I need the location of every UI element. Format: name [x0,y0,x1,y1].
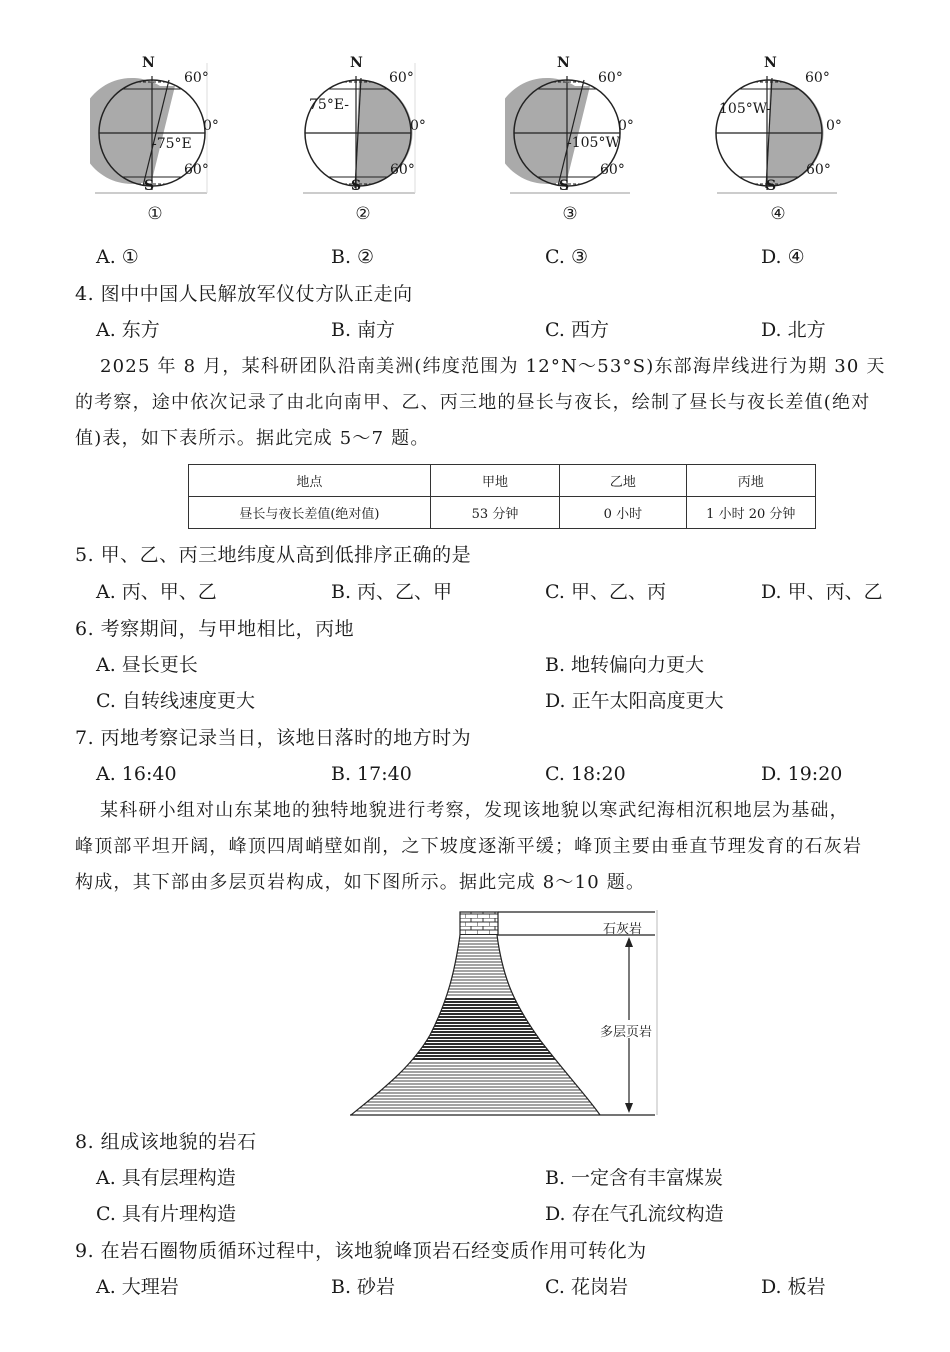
lat-bottom-label: 60° [390,162,415,178]
south-label: S [144,178,155,194]
equator-label: 0° [826,118,842,134]
north-label: N [142,55,155,71]
table-header-row [189,465,816,497]
q9-option-a[interactable]: A. 大理岩 [96,1276,179,1298]
q3-option-b[interactable]: B. ② [331,246,375,268]
table-row [189,497,816,529]
passage1-line-2: 的考察，途中依次记录了由北向南甲、乙、丙三地的昼长与夜长，绘制了昼长与夜长差值(绝对 [75,392,871,413]
rock-cross-section-diagram [345,910,665,1120]
q5-option-d[interactable]: D. 甲、丙、乙 [761,581,883,603]
q6-stem: 6. 考察期间，与甲地相比，丙地 [75,618,355,640]
limestone-label: 石灰岩 [603,922,643,937]
south-label: S [559,178,570,194]
q6-option-b[interactable]: B. 地转偏向力更大 [545,654,705,676]
q3-option-c[interactable]: C. ③ [545,246,588,268]
q6-option-d[interactable]: D. 正午太阳高度更大 [545,690,724,712]
q8-option-d[interactable]: D. 存在气孔流纹构造 [545,1203,724,1225]
globe-caption-1: ① [147,204,163,224]
lat-top-label: 60° [184,70,209,86]
meridian-label: 75°E- [309,97,350,113]
table-header-cell: 乙地 [560,465,686,497]
lat-top-label: 60° [805,70,830,86]
lat-bottom-label: 60° [806,162,831,178]
equator-label: 0° [410,118,426,134]
q9-option-c[interactable]: C. 花岗岩 [545,1276,628,1298]
q4-option-d[interactable]: D. 北方 [761,319,826,341]
shale-layers-label: 多层页岩 [600,1025,653,1040]
table-cell: 1 小时 20 分钟 [686,497,815,529]
q6-option-a[interactable]: A. 昼长更长 [96,654,198,676]
table-cell: 53 分钟 [430,497,559,529]
q5-option-b[interactable]: B. 丙、乙、甲 [331,581,453,603]
q3-option-d[interactable]: D. ④ [761,246,805,268]
globe-caption-4: ④ [770,204,786,224]
q7-option-c[interactable]: C. 18:20 [545,763,626,785]
south-label: S [766,178,777,194]
q3-option-a[interactable]: A. ① [96,246,139,268]
table-cell: 昼长与夜长差值(绝对值) [189,497,431,529]
table-header-cell: 甲地 [430,465,559,497]
globe-caption-2: ② [355,204,371,224]
passage2-line-2: 峰顶部平坦开阔，峰顶四周峭壁如削，之下坡度逐渐平缓；峰顶主要由垂直节理发育的石灰岩 [75,836,863,857]
q8-option-a[interactable]: A. 具有层理构造 [96,1167,236,1189]
q4-option-b[interactable]: B. 南方 [331,319,396,341]
passage1-line-3: 值)表，如下表所示。据此完成 5～7 题。 [75,428,430,449]
q9-stem: 9. 在岩石圈物质循环过程中，该地貌峰顶岩石经变质作用可转化为 [75,1240,647,1262]
passage2-line-1: 某科研小组对山东某地的独特地貌进行考察，发现该地貌以寒武纪海相沉积地层为基础， [100,800,849,821]
q5-option-a[interactable]: A. 丙、甲、乙 [96,581,217,603]
q4-stem: 4. 图中中国人民解放军仪仗方队正走向 [75,283,413,305]
lat-bottom-label: 60° [184,162,209,178]
table-cell: 0 小时 [560,497,686,529]
meridian-label: -105°W [567,135,620,151]
equator-label: 0° [618,118,634,134]
q4-option-c[interactable]: C. 西方 [545,319,609,341]
q8-option-c[interactable]: C. 具有片理构造 [96,1203,236,1225]
passage2-line-3: 构成，其下部由多层页岩构成，如下图所示。据此完成 8～10 题。 [75,872,646,893]
q5-option-c[interactable]: C. 甲、乙、丙 [545,581,666,603]
q7-option-a[interactable]: A. 16:40 [96,763,177,785]
table-header-cell: 丙地 [686,465,815,497]
q8-stem: 8. 组成该地貌的岩石 [75,1131,257,1153]
q6-option-c[interactable]: C. 自转线速度更大 [96,690,255,712]
lat-top-label: 60° [598,70,623,86]
meridian-label: -75°E [152,136,192,152]
day-night-difference-table [188,464,816,529]
q5-stem: 5. 甲、乙、丙三地纬度从高到低排序正确的是 [75,544,472,566]
meridian-label: 105°W- [719,101,771,117]
north-label: N [557,55,570,71]
equator-label: 0° [203,118,219,134]
q8-option-b[interactable]: B. 一定含有丰富煤炭 [545,1167,724,1189]
south-label: S [351,178,362,194]
q7-option-d[interactable]: D. 19:20 [761,763,843,785]
lat-bottom-label: 60° [600,162,625,178]
q9-option-b[interactable]: B. 砂岩 [331,1276,396,1298]
table-header-cell: 地点 [189,465,431,497]
lat-top-label: 60° [389,70,414,86]
q7-option-b[interactable]: B. 17:40 [331,763,412,785]
q7-stem: 7. 丙地考察记录当日，该地日落时的地方时为 [75,727,472,749]
globe-caption-3: ③ [562,204,578,224]
q4-option-a[interactable]: A. 东方 [96,319,160,341]
passage1-line-1: 2025 年 8 月，某科研团队沿南美洲(纬度范围为 12°N～53°S)东部海岸线进行为期 30 天 [100,356,886,377]
north-label: N [350,55,363,71]
north-label: N [764,55,777,71]
q9-option-d[interactable]: D. 板岩 [761,1276,826,1298]
